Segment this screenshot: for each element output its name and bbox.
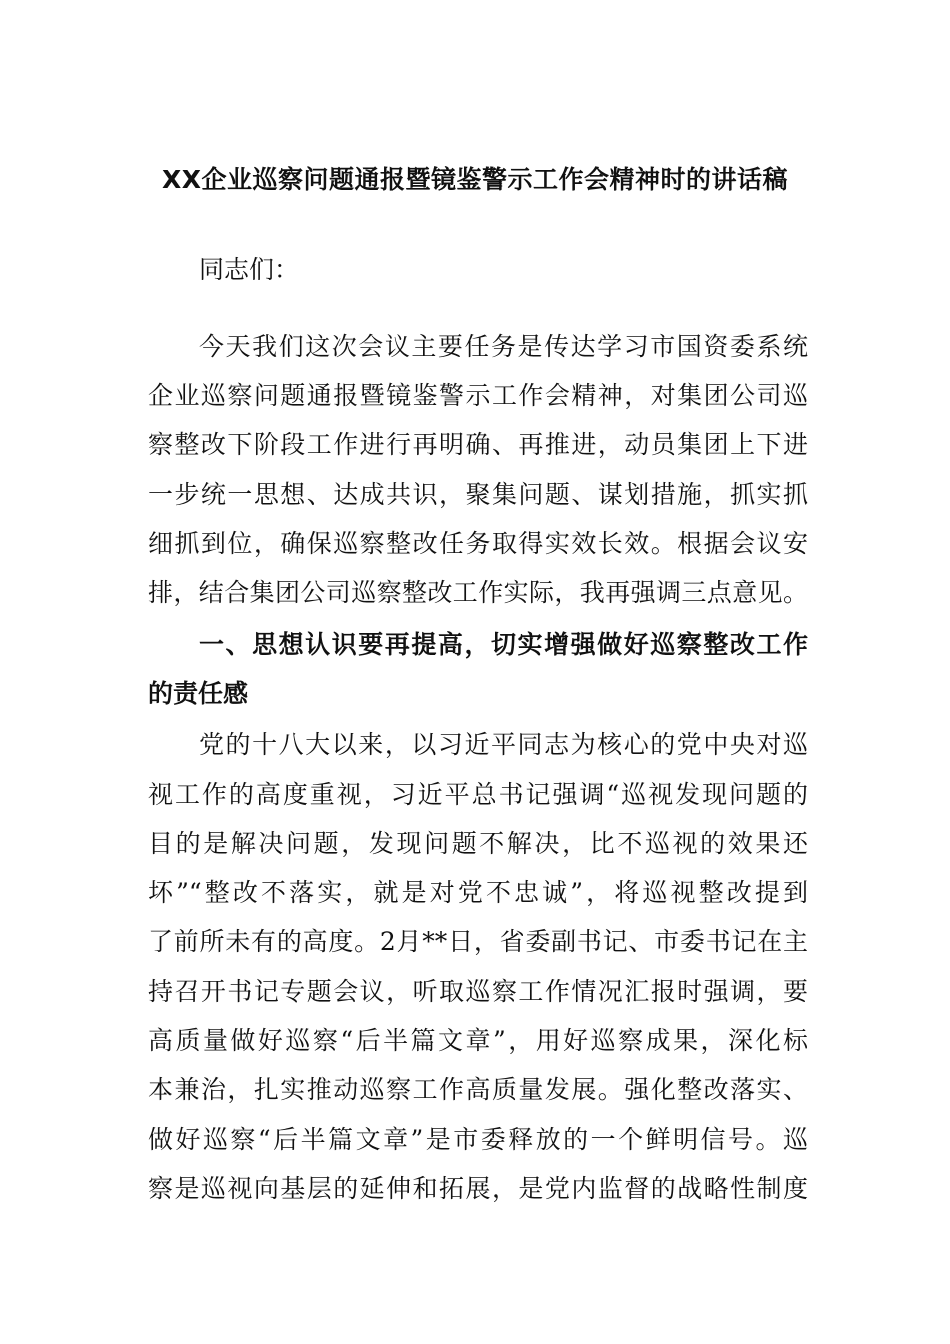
section-1-heading-line-1: 一、思想认识要再提高，切实增强做好巡察整改工作: [199, 630, 808, 659]
paragraph-2-line-9: 做好巡察“后半篇文章”是市委释放的一个鲜明信号。巡: [148, 1125, 808, 1154]
paragraph-2-line-1: 党的十八大以来，以习近平同志为核心的党中央对巡: [199, 730, 808, 759]
paragraph-2-line-6: 持召开书记专题会议，听取巡察工作情况汇报时强调，要: [148, 977, 808, 1006]
salutation: 同志们：: [199, 255, 300, 284]
paragraph-2-line-10: 察是巡视向基层的延伸和拓展，是党内监督的战略性制度: [148, 1174, 808, 1203]
paragraph-2-line-5: 了前所未有的高度。2月**日，省委副书记、市委书记在主: [148, 927, 808, 956]
paragraph-2-line-8: 本兼治，扎实推动巡察工作高质量发展。强化整改落实、: [148, 1075, 808, 1104]
paragraph-1-line-4: 一步统一思想、达成共识，聚集问题、谋划措施，抓实抓: [148, 480, 808, 509]
paragraph-1-line-5: 细抓到位，确保巡察整改任务取得实效长效。根据会议安: [148, 529, 808, 558]
paragraph-1-line-2: 企业巡察问题通报暨镜鉴警示工作会精神，对集团公司巡: [148, 381, 808, 410]
paragraph-2-line-3: 目的是解决问题，发现问题不解决，比不巡视的效果还: [148, 829, 808, 858]
paragraph-1-line-3: 察整改下阶段工作进行再明确、再推进，动员集团上下进: [148, 430, 808, 459]
paragraph-2-line-4: 坏”“整改不落实，就是对党不忠诚”，将巡视整改提到: [148, 878, 808, 907]
section-1-heading-line-2: 的责任感: [148, 679, 249, 708]
paragraph-2-line-7: 高质量做好巡察“后半篇文章”，用好巡察成果，深化标: [148, 1026, 808, 1055]
paragraph-2-line-2: 视工作的高度重视，习近平总书记强调“巡视发现问题的: [148, 780, 808, 809]
paragraph-1-line-1: 今天我们这次会议主要任务是传达学习市国资委系统: [199, 332, 808, 361]
document-title: XX企业巡察问题通报暨镜鉴警示工作会精神时的讲话稿: [161, 165, 789, 194]
paragraph-1-line-6: 排，结合集团公司巡察整改工作实际，我再强调三点意见。: [148, 578, 808, 607]
